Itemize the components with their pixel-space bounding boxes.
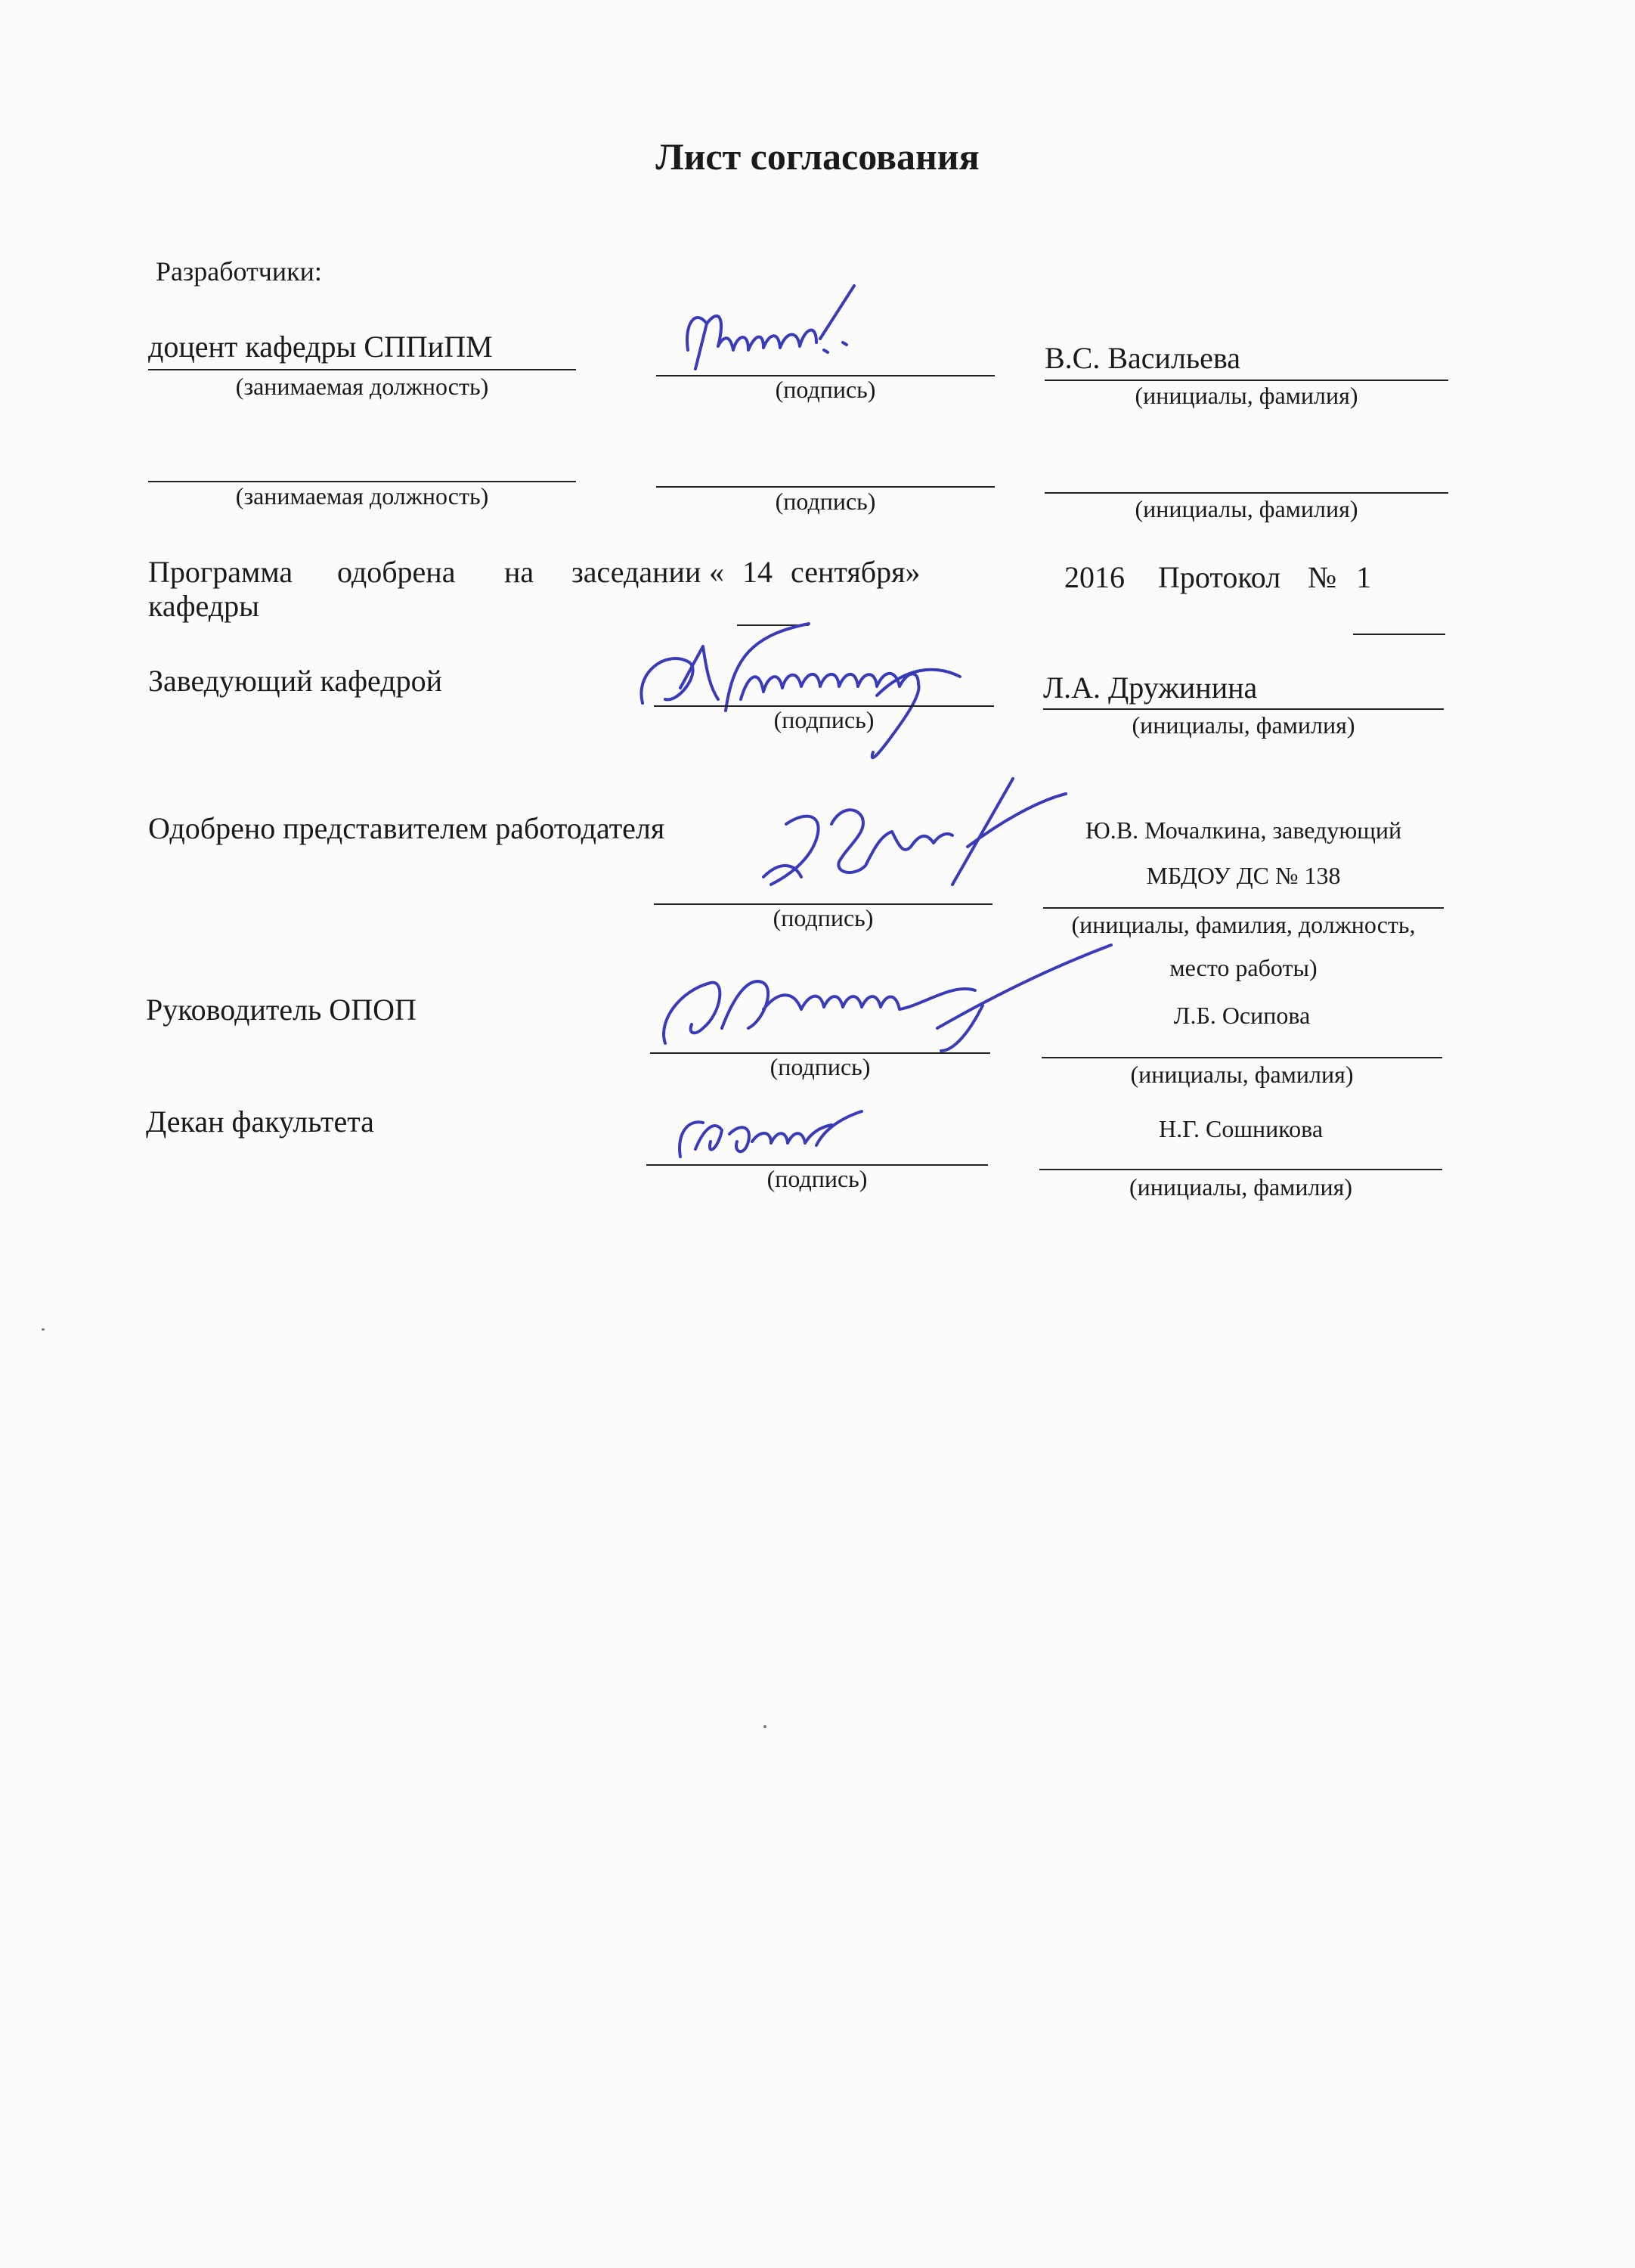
dean-name: Н.Г. Сошникова	[1158, 1115, 1324, 1142]
approval-line2: кафедры	[148, 589, 259, 623]
dev2-name-caption: (инициалы, фамилия)	[1135, 495, 1358, 522]
dev1-signature-caption: (подпись)	[775, 376, 876, 403]
approval-date: « 14 сентября»	[709, 555, 921, 589]
employer-name-caption-line1: (инициалы, фамилия, должность,	[1071, 911, 1416, 938]
dev1-name-line	[1045, 380, 1448, 381]
approval-word-3: на	[504, 555, 534, 589]
opop-signature-caption: (подпись)	[770, 1053, 871, 1080]
dev1-position: доцент кафедры СППиПМ	[148, 330, 493, 364]
opop-name: Л.Б. Осипова	[1173, 1002, 1311, 1029]
head-name-line	[1043, 708, 1444, 710]
opop-signature	[650, 937, 1119, 1058]
head-signature	[620, 605, 1013, 771]
dev2-name-line	[1045, 492, 1448, 494]
head-label: Заведующий кафедрой	[148, 664, 443, 698]
opop-name-caption: (инициалы, фамилия)	[1130, 1061, 1354, 1088]
head-name-caption: (инициалы, фамилия)	[1132, 711, 1355, 739]
approval-year: 2016	[1064, 560, 1125, 594]
dev2-signature-caption: (подпись)	[775, 488, 876, 515]
employer-name-caption-line2: место работы)	[1169, 954, 1318, 981]
approval-protocol-label: Протокол	[1158, 560, 1281, 594]
dean-signature	[665, 1089, 877, 1172]
dean-name-line	[1039, 1169, 1442, 1170]
scan-speck	[763, 1725, 766, 1728]
employer-name-line1: Ю.В. Мочалкина, заведующий	[1085, 816, 1402, 844]
employer-name-line2: МБДОУ ДС № 138	[1146, 862, 1341, 889]
dean-label: Декан факультета	[146, 1105, 374, 1139]
dev2-position-caption: (занимаемая должность)	[235, 482, 489, 510]
employer-signature	[741, 764, 1088, 915]
dev1-name: В.С. Васильева	[1045, 341, 1241, 375]
employer-name-line	[1043, 907, 1444, 909]
approval-protocol-underline	[1353, 634, 1445, 635]
opop-label: Руководитель ОПОП	[146, 993, 416, 1027]
dean-name-caption: (инициалы, фамилия)	[1129, 1173, 1352, 1201]
employer-signature-caption: (подпись)	[773, 904, 874, 931]
scan-speck	[42, 1328, 45, 1331]
approval-word-4: заседании	[571, 555, 701, 589]
employer-label: Одобрено представителем работодателя	[148, 811, 665, 845]
dean-signature-caption: (подпись)	[766, 1165, 868, 1192]
developers-heading: Разработчики:	[156, 256, 322, 287]
head-name: Л.А. Дружинина	[1043, 671, 1258, 705]
approval-word-1: Программа	[148, 555, 293, 589]
page-title: Лист согласования	[655, 135, 980, 178]
dev1-position-caption: (занимаемая должность)	[235, 373, 489, 400]
dev1-name-caption: (инициалы, фамилия)	[1135, 382, 1358, 409]
dev1-position-line	[148, 369, 576, 370]
head-signature-caption: (подпись)	[773, 706, 875, 733]
opop-name-line	[1042, 1057, 1442, 1058]
approval-protocol-number: № 1	[1308, 560, 1372, 594]
approval-word-2: одобрена	[337, 555, 456, 589]
